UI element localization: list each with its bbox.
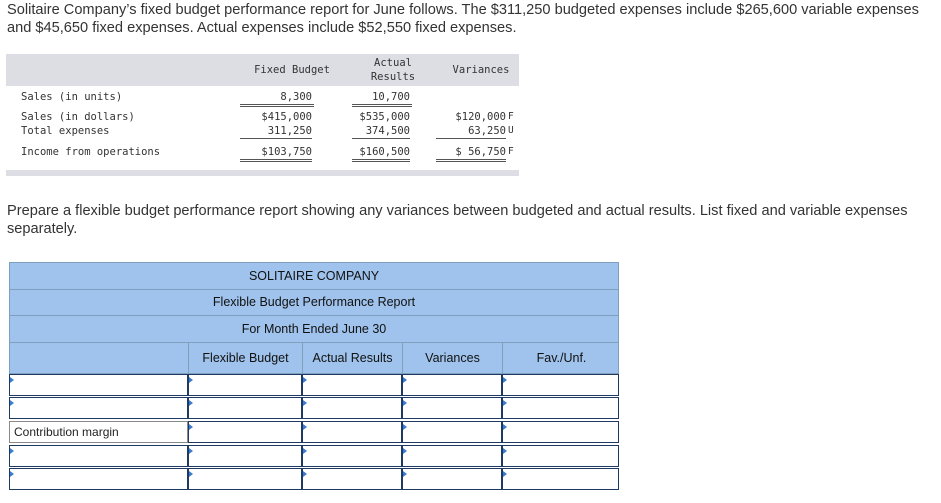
budget-income: $103,750 bbox=[240, 145, 312, 162]
fav-unf-select[interactable] bbox=[502, 445, 619, 467]
flexible-budget-input[interactable] bbox=[188, 445, 302, 467]
actual-results-input[interactable] bbox=[302, 468, 402, 490]
label-input[interactable] bbox=[9, 445, 188, 467]
col-header-flexible-budget: Flexible Budget bbox=[189, 343, 303, 373]
variance-input[interactable] bbox=[402, 421, 502, 443]
table-row bbox=[9, 421, 619, 443]
fav-unf-select[interactable] bbox=[502, 374, 619, 396]
report-period-band: For Month Ended June 30 bbox=[9, 315, 619, 343]
variance-input[interactable] bbox=[402, 468, 502, 490]
actual-results-input[interactable] bbox=[302, 445, 402, 467]
variance-input[interactable] bbox=[402, 445, 502, 467]
column-header-row bbox=[9, 342, 619, 374]
contribution-margin-label: Contribution margin bbox=[9, 421, 188, 443]
fu-sales-dollars: F bbox=[508, 111, 514, 122]
variance-input[interactable] bbox=[402, 374, 502, 396]
table-row bbox=[9, 445, 619, 467]
flexible-budget-input[interactable] bbox=[188, 421, 302, 443]
variance-input[interactable] bbox=[402, 397, 502, 419]
fixed-budget-header: Fixed Budget bbox=[254, 64, 330, 76]
col-header-fav-unf: Fav./Unf. bbox=[536, 351, 587, 365]
budget-total-expenses: 311,250 bbox=[240, 124, 312, 139]
flexible-budget-input[interactable] bbox=[188, 374, 302, 396]
actual-income: $160,500 bbox=[352, 145, 410, 162]
fav-unf-select[interactable] bbox=[502, 468, 619, 490]
actual-header-line2: Results bbox=[370, 71, 416, 83]
actual-results-input[interactable] bbox=[302, 421, 402, 443]
actual-sales-units: 10,700 bbox=[372, 91, 410, 103]
table-row bbox=[9, 468, 619, 490]
actual-header-line1: Actual bbox=[374, 57, 412, 69]
company-name-band: SOLITAIRE COMPANY bbox=[9, 262, 619, 290]
flexible-budget-input[interactable] bbox=[188, 397, 302, 419]
col-header-actual-results: Actual Results bbox=[303, 343, 403, 373]
variance-total-expenses: 63,250 bbox=[436, 124, 506, 139]
variance-income: $ 56,750 bbox=[436, 145, 506, 162]
instructions-text: Prepare a flexible budget performance report showing any variances between budgeted and actual results. List fixed and variable expenses separately. bbox=[7, 203, 908, 237]
actual-results-input[interactable] bbox=[302, 397, 402, 419]
variances-header: Variances bbox=[452, 64, 510, 76]
flexible-budget-input[interactable] bbox=[188, 468, 302, 490]
table-row bbox=[9, 374, 619, 396]
fav-unf-select[interactable] bbox=[502, 397, 619, 419]
row-label-income: Income from operations bbox=[21, 146, 161, 158]
row-label-total-expenses: Total expenses bbox=[21, 125, 110, 137]
label-input[interactable] bbox=[9, 374, 188, 396]
variance-sales-dollars: $120,000 bbox=[455, 111, 506, 123]
label-input[interactable] bbox=[9, 397, 188, 419]
row-label-sales-dollars: Sales (in dollars) bbox=[21, 111, 135, 123]
label-input[interactable] bbox=[9, 468, 188, 490]
actual-results-input[interactable] bbox=[302, 374, 402, 396]
col-header-variances: Variances bbox=[403, 343, 503, 373]
report-title-band: Flexible Budget Performance Report bbox=[9, 289, 619, 316]
budget-sales-dollars: $415,000 bbox=[261, 111, 312, 123]
units-double-rule-actual bbox=[352, 104, 412, 107]
budget-sales-units: 8,300 bbox=[280, 91, 312, 103]
actual-sales-dollars: $535,000 bbox=[359, 111, 410, 123]
fu-total-expenses: U bbox=[508, 125, 514, 136]
blank-header-cell bbox=[10, 343, 189, 373]
fixed-budget-report bbox=[6, 54, 519, 178]
fixed-report-footer-band bbox=[6, 170, 519, 176]
fav-unf-select[interactable] bbox=[502, 421, 619, 443]
table-row bbox=[9, 397, 619, 419]
fu-income: F bbox=[508, 146, 514, 157]
flexible-budget-table bbox=[9, 262, 619, 491]
row-label-sales-units: Sales (in units) bbox=[21, 91, 123, 103]
actual-total-expenses: 374,500 bbox=[352, 124, 410, 139]
problem-intro-text: Solitaire Company’s fixed budget performance report for June follows. The $311,250 budgeted expenses include $265,600 variable expenses and $45,650 fixed expenses. Actual expenses include $52,550 fixed expenses. bbox=[7, 2, 919, 36]
units-double-rule-budget bbox=[240, 104, 314, 107]
